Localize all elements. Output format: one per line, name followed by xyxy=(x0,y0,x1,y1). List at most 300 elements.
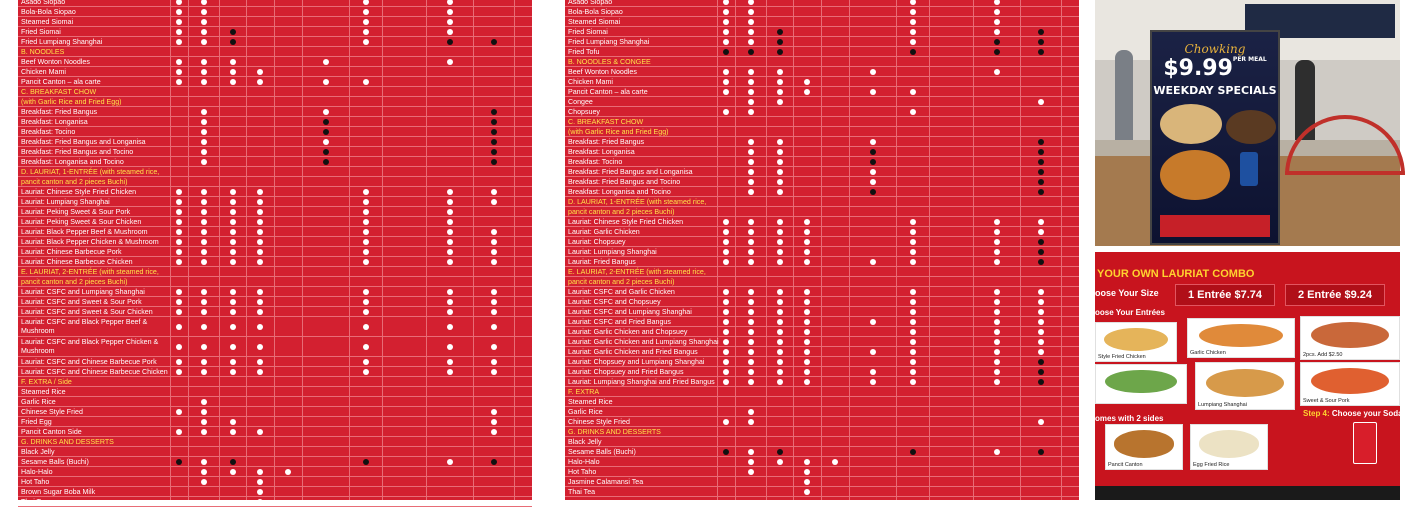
white-dot-marker xyxy=(230,344,236,350)
menu-item-label: Fried Lumpiang Shanghai xyxy=(21,38,103,46)
black-dot-marker xyxy=(748,49,754,55)
white-dot-marker xyxy=(230,309,236,315)
white-dot-marker xyxy=(230,209,236,215)
white-dot-marker xyxy=(994,359,1000,365)
menu-row xyxy=(18,127,532,137)
white-dot-marker xyxy=(176,369,182,375)
white-dot-marker xyxy=(201,59,207,65)
black-dot-marker xyxy=(491,459,497,465)
white-dot-marker xyxy=(176,429,182,435)
white-dot-marker xyxy=(491,309,497,315)
white-dot-marker xyxy=(748,259,754,265)
white-dot-marker xyxy=(447,344,453,350)
black-dot-marker xyxy=(230,39,236,45)
white-dot-marker xyxy=(491,344,497,350)
menu-item-label: Garlic Rice xyxy=(21,398,56,406)
menu-item-label: Lauriat: Chopsuey xyxy=(568,238,626,246)
section-header xyxy=(565,267,1079,277)
white-dot-marker xyxy=(777,169,783,175)
white-dot-marker xyxy=(363,219,369,225)
white-dot-marker xyxy=(201,429,207,435)
white-dot-marker xyxy=(491,199,497,205)
white-dot-marker xyxy=(870,369,876,375)
white-dot-marker xyxy=(323,79,329,85)
white-dot-marker xyxy=(748,379,754,385)
white-dot-marker xyxy=(723,9,729,15)
side-tile xyxy=(1105,424,1183,470)
white-dot-marker xyxy=(176,359,182,365)
menu-item-label: Breakfast: Fried Bangus xyxy=(568,138,645,146)
white-dot-marker xyxy=(748,159,754,165)
weekday-specials-sign xyxy=(1150,30,1280,245)
section-header xyxy=(565,277,1079,287)
white-dot-marker xyxy=(201,289,207,295)
white-dot-marker xyxy=(491,229,497,235)
white-dot-marker xyxy=(447,289,453,295)
white-dot-marker xyxy=(230,369,236,375)
white-dot-marker xyxy=(230,299,236,305)
white-dot-marker xyxy=(201,219,207,225)
white-dot-marker xyxy=(804,359,810,365)
section-header xyxy=(18,167,532,177)
white-dot-marker xyxy=(723,219,729,225)
white-dot-marker xyxy=(201,324,207,330)
white-dot-marker xyxy=(804,339,810,345)
white-dot-marker xyxy=(804,309,810,315)
menu-item-label: Black Jelly xyxy=(568,438,602,446)
white-dot-marker xyxy=(257,189,263,195)
menu-item-label: Breakfast: Tocino xyxy=(568,158,623,166)
step-sides: omes with 2 sides xyxy=(1095,414,1164,423)
white-dot-marker xyxy=(994,219,1000,225)
white-dot-marker xyxy=(257,239,263,245)
white-dot-marker xyxy=(910,239,916,245)
menu-item-label: Lauriat: CSFC and Fried Bangus xyxy=(568,318,671,326)
white-dot-marker xyxy=(723,379,729,385)
black-dot-marker xyxy=(323,159,329,165)
menu-item-label: Lauriat: Chopsuey and Lumpiang Shanghai xyxy=(568,358,705,366)
menu-row xyxy=(565,187,1079,197)
white-dot-marker xyxy=(363,259,369,265)
white-dot-marker xyxy=(1038,339,1044,345)
menu-row xyxy=(565,247,1079,257)
black-dot-marker xyxy=(363,459,369,465)
menu-item-label: Fried Siomai xyxy=(568,28,608,36)
white-dot-marker xyxy=(994,259,1000,265)
white-dot-marker xyxy=(748,239,754,245)
menu-row xyxy=(565,467,1079,477)
white-dot-marker xyxy=(491,359,497,365)
white-dot-marker xyxy=(748,469,754,475)
menu-row xyxy=(18,497,532,507)
menu-row xyxy=(565,97,1079,107)
white-dot-marker xyxy=(1038,99,1044,105)
section-header xyxy=(565,207,1079,217)
menu-item-label: Breakfast: Fried Bangus and Longanisa xyxy=(568,168,693,176)
white-dot-marker xyxy=(201,129,207,135)
white-dot-marker xyxy=(910,219,916,225)
white-dot-marker xyxy=(777,339,783,345)
soda-cup-icon xyxy=(1353,422,1377,464)
black-dot-marker xyxy=(1038,139,1044,145)
section-header xyxy=(18,177,532,187)
white-dot-marker xyxy=(491,429,497,435)
menu-row xyxy=(18,0,532,7)
black-dot-marker xyxy=(491,109,497,115)
sign-subtitle: WEEKDAY SPECIALS xyxy=(1153,84,1277,97)
white-dot-marker xyxy=(870,179,876,185)
menu-item-label: B. NOODLES & CONGEE xyxy=(568,58,651,66)
section-header xyxy=(565,197,1079,207)
menu-item-label: (with Garlic Rice and Fried Egg) xyxy=(21,98,122,106)
white-dot-marker xyxy=(777,99,783,105)
white-dot-marker xyxy=(257,299,263,305)
white-dot-marker xyxy=(257,219,263,225)
black-dot-marker xyxy=(777,29,783,35)
white-dot-marker xyxy=(491,299,497,305)
menu-row xyxy=(18,217,532,227)
step-entrees: oose Your Entrées xyxy=(1095,308,1165,317)
white-dot-marker xyxy=(176,0,182,5)
white-dot-marker xyxy=(723,89,729,95)
entree-tile xyxy=(1095,322,1177,362)
menu-item-label: Breakfast: Fried Bangus xyxy=(21,108,98,116)
white-dot-marker xyxy=(910,29,916,35)
menu-item-label: pancit canton and 2 pieces Buchi) xyxy=(568,278,675,286)
white-dot-marker xyxy=(447,59,453,65)
white-dot-marker xyxy=(257,479,263,485)
white-dot-marker xyxy=(777,239,783,245)
white-dot-marker xyxy=(748,319,754,325)
menu-row xyxy=(18,397,532,407)
menu-item-label: E. LAURIAT, 2-ENTRÉE (with steamed rice, xyxy=(568,268,706,276)
menu-row xyxy=(565,0,1079,7)
sign-price: $\$9.99^{PER MEAL}$ xyxy=(1163,56,1267,81)
menu-item-label: Black Jelly xyxy=(21,448,55,456)
menu-row xyxy=(18,477,532,487)
black-dot-marker xyxy=(777,39,783,45)
black-dot-marker xyxy=(491,149,497,155)
black-dot-marker xyxy=(1038,379,1044,385)
white-dot-marker xyxy=(748,179,754,185)
menu-row xyxy=(565,137,1079,147)
menu-item-label: F. EXTRA xyxy=(568,388,600,396)
white-dot-marker xyxy=(804,239,810,245)
white-dot-marker xyxy=(748,79,754,85)
white-dot-marker xyxy=(230,229,236,235)
white-dot-marker xyxy=(491,239,497,245)
white-dot-marker xyxy=(257,249,263,255)
menu-item-label: pancit canton and 2 pieces Buchi) xyxy=(21,178,128,186)
section-header xyxy=(565,117,1079,127)
menu-row xyxy=(565,337,1079,347)
white-dot-marker xyxy=(230,419,236,425)
black-dot-marker xyxy=(323,149,329,155)
entree-caption: Style Fried Chicken xyxy=(1098,354,1146,360)
black-dot-marker xyxy=(910,49,916,55)
white-dot-marker xyxy=(994,309,1000,315)
white-dot-marker xyxy=(910,319,916,325)
section-header xyxy=(18,437,532,447)
white-dot-marker xyxy=(230,69,236,75)
white-dot-marker xyxy=(777,249,783,255)
white-dot-marker xyxy=(201,109,207,115)
menu-row xyxy=(565,377,1079,387)
menu-item-label: Sesame Balls (Buchi) xyxy=(21,458,89,466)
menu-row xyxy=(565,367,1079,377)
food-image xyxy=(1104,328,1168,352)
beef-plate xyxy=(1226,110,1276,144)
white-dot-marker xyxy=(723,29,729,35)
menu-row xyxy=(18,297,532,307)
menu-item-label: Congee xyxy=(568,98,593,106)
section-header xyxy=(18,87,532,97)
white-dot-marker xyxy=(201,249,207,255)
menu-item-label: Brown Sugar Boba Milk xyxy=(21,488,96,496)
white-dot-marker xyxy=(804,79,810,85)
section-header xyxy=(18,277,532,287)
white-dot-marker xyxy=(363,369,369,375)
white-dot-marker xyxy=(176,409,182,415)
white-dot-marker xyxy=(748,369,754,375)
white-dot-marker xyxy=(363,289,369,295)
white-dot-marker xyxy=(201,119,207,125)
white-dot-marker xyxy=(257,359,263,365)
white-dot-marker xyxy=(804,259,810,265)
menu-row xyxy=(565,47,1079,57)
white-dot-marker xyxy=(748,89,754,95)
menu-row xyxy=(565,307,1079,317)
white-dot-marker xyxy=(1038,349,1044,355)
menu-row xyxy=(565,67,1079,77)
white-dot-marker xyxy=(870,89,876,95)
menu-row xyxy=(18,57,532,67)
menu-row xyxy=(18,197,532,207)
black-dot-marker xyxy=(1038,39,1044,45)
black-dot-marker xyxy=(491,39,497,45)
customer-figure xyxy=(1115,50,1133,150)
food-image xyxy=(1206,369,1284,398)
menu-item-label: Lauriat: Black Pepper Beef & Mushroom xyxy=(21,228,148,236)
white-dot-marker xyxy=(870,139,876,145)
white-dot-marker xyxy=(994,229,1000,235)
white-dot-marker xyxy=(1038,229,1044,235)
menu-board-photo xyxy=(1095,252,1403,500)
menu-item-label: Bola-Bola Siopao xyxy=(21,8,76,16)
menu-item-label: Beef Wonton Noodles xyxy=(21,58,90,66)
white-dot-marker xyxy=(230,359,236,365)
white-dot-marker xyxy=(804,229,810,235)
white-dot-marker xyxy=(176,229,182,235)
restaurant-sign-photo xyxy=(1095,0,1400,246)
white-dot-marker xyxy=(176,19,182,25)
white-dot-marker xyxy=(804,379,810,385)
white-dot-marker xyxy=(910,339,916,345)
menu-item-label: Halo-Halo xyxy=(568,458,600,466)
section-header xyxy=(18,47,532,57)
menu-row xyxy=(18,17,532,27)
entree-caption: Lumpiang Shanghai xyxy=(1198,402,1247,408)
black-dot-marker xyxy=(777,449,783,455)
black-dot-marker xyxy=(1038,159,1044,165)
black-dot-marker xyxy=(994,49,1000,55)
white-dot-marker xyxy=(491,289,497,295)
white-dot-marker xyxy=(910,259,916,265)
menu-item-label: Breakfast: Longanisa xyxy=(21,118,88,126)
menu-row xyxy=(18,187,532,197)
white-dot-marker xyxy=(1038,219,1044,225)
white-dot-marker xyxy=(176,324,182,330)
white-dot-marker xyxy=(230,249,236,255)
white-dot-marker xyxy=(723,369,729,375)
white-dot-marker xyxy=(201,199,207,205)
white-dot-marker xyxy=(447,9,453,15)
menu-row xyxy=(565,177,1079,187)
menu-item-label: Halo-Halo xyxy=(21,468,53,476)
white-dot-marker xyxy=(491,324,497,330)
black-dot-marker xyxy=(1038,169,1044,175)
black-dot-marker xyxy=(1038,189,1044,195)
white-dot-marker xyxy=(748,459,754,465)
white-dot-marker xyxy=(910,349,916,355)
white-dot-marker xyxy=(363,29,369,35)
menu-item-label: Breakfast: Tocino xyxy=(21,128,76,136)
black-dot-marker xyxy=(910,449,916,455)
menu-item-label: Lauriat: Black Pepper Chicken & Mushroom xyxy=(21,238,159,246)
white-dot-marker xyxy=(363,209,369,215)
white-dot-marker xyxy=(910,9,916,15)
entree-tile xyxy=(1187,318,1295,358)
white-dot-marker xyxy=(994,9,1000,15)
menu-row xyxy=(565,457,1079,467)
menu-item-label: Fried Egg xyxy=(21,418,52,426)
menu-item-label: pancit canton and 2 pieces Buchi) xyxy=(568,208,675,216)
white-dot-marker xyxy=(804,329,810,335)
white-dot-marker xyxy=(748,139,754,145)
menu-item-label: G. DRINKS AND DESSERTS xyxy=(568,428,661,436)
black-dot-marker xyxy=(1038,149,1044,155)
white-dot-marker xyxy=(201,69,207,75)
white-dot-marker xyxy=(257,69,263,75)
white-dot-marker xyxy=(447,189,453,195)
white-dot-marker xyxy=(491,369,497,375)
white-dot-marker xyxy=(723,79,729,85)
step-4: Step 4: Choose your Soda xyxy=(1303,409,1403,418)
white-dot-marker xyxy=(257,289,263,295)
menu-row xyxy=(18,417,532,427)
white-dot-marker xyxy=(491,419,497,425)
white-dot-marker xyxy=(804,289,810,295)
step-size: oose Your Size xyxy=(1095,288,1159,298)
menu-item-label: Lauriat: Peking Sweet & Sour Pork xyxy=(21,208,131,216)
entree-tile xyxy=(1300,316,1400,360)
menu-row xyxy=(565,217,1079,227)
white-dot-marker xyxy=(363,239,369,245)
white-dot-marker xyxy=(910,379,916,385)
black-dot-marker xyxy=(1038,359,1044,365)
white-dot-marker xyxy=(994,349,1000,355)
white-dot-marker xyxy=(491,249,497,255)
white-dot-marker xyxy=(201,29,207,35)
menu-row xyxy=(18,157,532,167)
black-dot-marker xyxy=(1038,249,1044,255)
white-dot-marker xyxy=(777,219,783,225)
white-dot-marker xyxy=(804,319,810,325)
white-dot-marker xyxy=(447,259,453,265)
white-dot-marker xyxy=(910,39,916,45)
menu-item-label: Lauriat: CSFC and Sweet & Sour Chicken xyxy=(21,308,153,316)
menu-item-label: Thai Tea xyxy=(21,498,49,506)
white-dot-marker xyxy=(910,229,916,235)
white-dot-marker xyxy=(201,159,207,165)
menu-row xyxy=(565,77,1079,87)
menu-item-label: F. EXTRA / Side xyxy=(21,378,72,386)
white-dot-marker xyxy=(777,329,783,335)
black-dot-marker xyxy=(1038,259,1044,265)
white-dot-marker xyxy=(723,19,729,25)
white-dot-marker xyxy=(748,249,754,255)
white-dot-marker xyxy=(447,209,453,215)
menu-item-label: Breakfast: Longanisa and Tocino xyxy=(568,188,671,196)
white-dot-marker xyxy=(363,79,369,85)
menu-row xyxy=(18,207,532,217)
food-image xyxy=(1114,430,1175,457)
menu-table-left xyxy=(18,0,532,506)
white-dot-marker xyxy=(723,319,729,325)
white-dot-marker xyxy=(363,344,369,350)
black-dot-marker xyxy=(1038,449,1044,455)
white-dot-marker xyxy=(447,309,453,315)
white-dot-marker xyxy=(804,349,810,355)
white-dot-marker xyxy=(832,459,838,465)
menu-row xyxy=(565,87,1079,97)
white-dot-marker xyxy=(748,69,754,75)
white-dot-marker xyxy=(201,359,207,365)
menu-row xyxy=(18,357,532,367)
white-dot-marker xyxy=(723,109,729,115)
black-dot-marker xyxy=(870,149,876,155)
black-dot-marker xyxy=(447,39,453,45)
menu-item-label: Lauriat: CSFC and Chopsuey xyxy=(568,298,661,306)
white-dot-marker xyxy=(447,0,453,5)
white-dot-marker xyxy=(201,0,207,5)
white-dot-marker xyxy=(363,299,369,305)
menu-row xyxy=(565,237,1079,247)
menu-item-label: Lauriat: CSFC and Lumpiang Shanghai xyxy=(568,308,692,316)
chicken-plate xyxy=(1160,150,1230,200)
white-dot-marker xyxy=(201,299,207,305)
menu-item-label: Lauriat: CSFC and Garlic Chicken xyxy=(568,288,675,296)
white-dot-marker xyxy=(201,469,207,475)
menu-row xyxy=(565,477,1079,487)
black-dot-marker xyxy=(1038,239,1044,245)
white-dot-marker xyxy=(748,189,754,195)
menu-item-label: Breakfast: Fried Bangus and Longanisa xyxy=(21,138,146,146)
entree-caption: 2pcs. Add $2.50 xyxy=(1303,352,1343,358)
white-dot-marker xyxy=(323,139,329,145)
white-dot-marker xyxy=(723,249,729,255)
white-dot-marker xyxy=(201,409,207,415)
food-image xyxy=(1199,324,1284,348)
menu-row xyxy=(18,487,532,497)
menu-item-label: Breakfast: Longanisa xyxy=(568,148,635,156)
white-dot-marker xyxy=(870,259,876,265)
menu-row xyxy=(18,117,532,127)
white-dot-marker xyxy=(201,39,207,45)
white-dot-marker xyxy=(257,429,263,435)
menu-item-label: Lauriat: Garlic Chicken and Chopsuey xyxy=(568,328,688,336)
white-dot-marker xyxy=(723,0,729,5)
